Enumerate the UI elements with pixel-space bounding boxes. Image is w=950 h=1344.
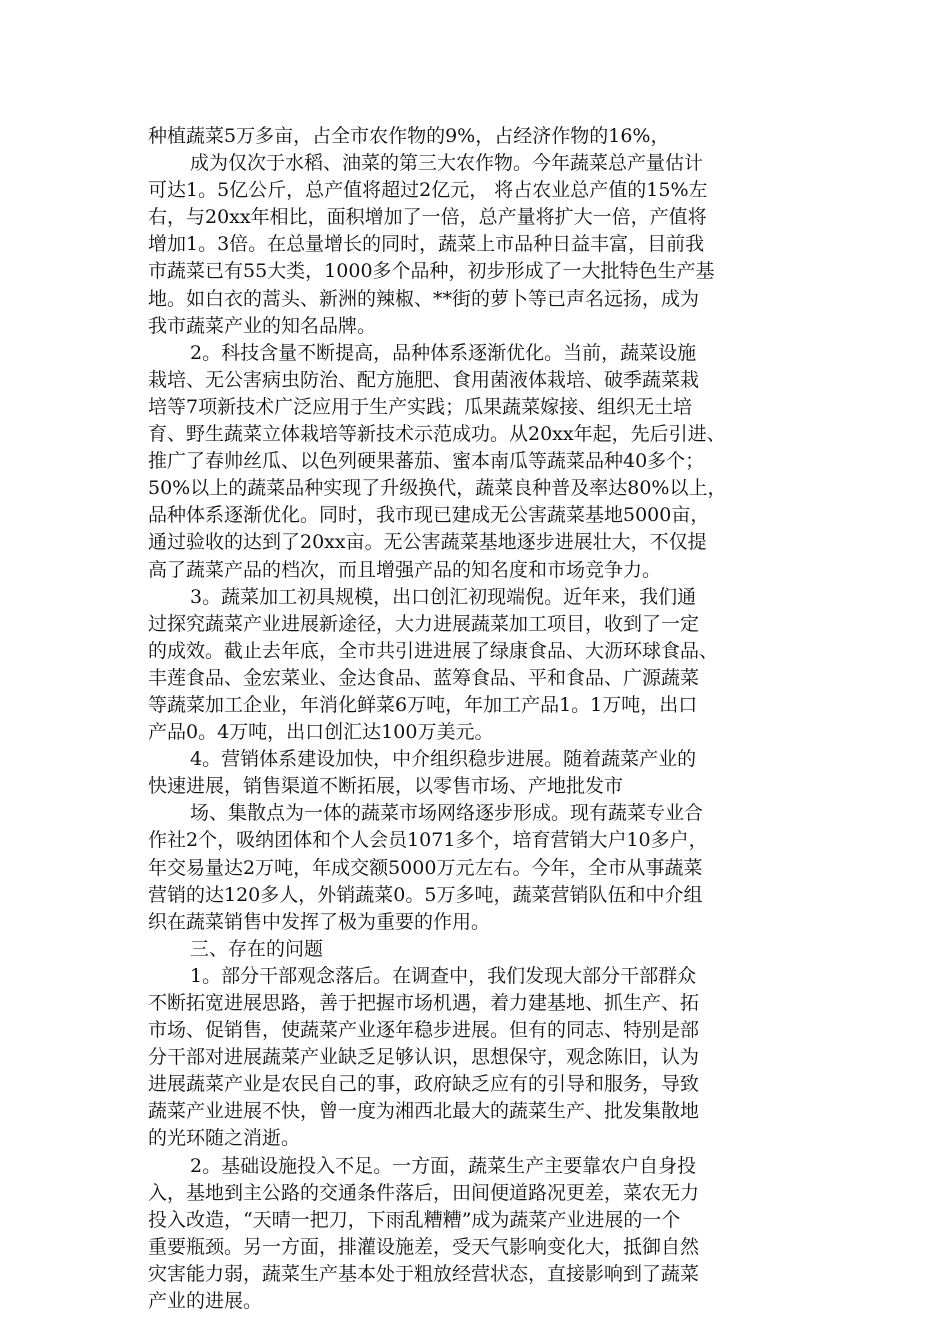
text-line: 地。如白衣的蒿头、新洲的辣椒、**街的萝卜等已声名远扬，成为 [148,287,700,310]
text-line: 入，基地到主公路的交通条件落后，田间便道路况更差，菜农无力 [148,1181,700,1204]
text-line: 3。蔬菜加工初具规模，出口创汇初现端倪。近年来，我们通 [190,585,697,608]
text-line: 进展蔬菜产业是农民自己的事，政府缺乏应有的引导和服务，导致 [148,1073,700,1096]
text-line: 高了蔬菜产品的档次，而且增强产品的知名度和市场竞争力。 [148,558,662,581]
text-line: 2。科技含量不断提高，品种体系逐渐优化。当前，蔬菜设施 [190,341,697,364]
text-line: 的成效。截止去年底，全市共引进进展了绿康食品、大沥环球食品、 [148,639,719,662]
text-line: 育、野生蔬菜立体栽培等新技术示范成功。从20xx年起，先后引进、 [148,423,726,446]
text-line: 产品0。4万吨，出口创汇达100万美元。 [148,721,494,744]
text-line: 等蔬菜加工企业，年消化鲜菜6万吨，年加工产品1。1万吨，出口 [148,693,698,716]
text-line: 过探究蔬菜产业进展新途径，大力进展蔬菜加工项目，收到了一定 [148,612,700,635]
text-line: 推广了春帅丝瓜、以色列硬果蕃茄、蜜本南瓜等蔬菜品种40多个； [148,450,705,473]
text-line: 品种体系逐渐优化。同时，我市现已建成无公害蔬菜基地5000亩， [148,504,710,527]
text-line: 营销的达120多人，外销蔬菜0。5万多吨，蔬菜营销队伍和中介组 [148,883,703,906]
text-line: 培等7项新技术广泛应用于生产实践；瓜果蔬菜嫁接、组织无土培 [148,395,693,418]
text-line: 右，与20xx年相比，面积增加了一倍，总产量将扩大一倍，产值将 [148,206,707,229]
text-line: 重要瓶颈。另一方面，排灌设施差，受天气影响变化大，抵御自然 [148,1235,700,1258]
text-line: 快速进展，销售渠道不断拓展，以零售市场、产地批发市 [148,775,624,798]
text-line: 场、集散点为一体的蔬菜市场网络逐步形成。现有蔬菜专业合 [190,802,704,825]
text-line: 栽培、无公害病虫防治、配方施肥、食用菌液体栽培、破季蔬菜栽 [148,368,700,391]
text-line: 的光环随之消逝。 [148,1127,301,1150]
text-line: 1。部分干部观念落后。在调查中，我们发现大部分干部群众 [190,964,697,987]
text-line: 投入改造，“天晴一把刀，下雨乱糟糟”成为蔬菜产业进展的一个 [148,1208,681,1231]
text-line: 作社2个，吸纳团体和个人会员1071多个，培育营销大户10多户， [148,829,708,852]
text-line: 50%以上的蔬菜品种实现了升级换代，蔬菜良种普及率达80%以上， [148,477,727,500]
text-line: 织在蔬菜销售中发挥了极为重要的作用。 [148,910,491,933]
text-line: 成为仅次于水稻、油菜的第三大农作物。今年蔬菜总产量估计 [190,152,704,175]
text-line: 蔬菜产业进展不快，曾一度为湘西北最大的蔬菜生产、批发集散地 [148,1100,700,1123]
text-line: 灾害能力弱，蔬菜生产基本处于粗放经营状态，直接影响到了蔬菜 [148,1262,700,1285]
text-line: 产业的进展。 [148,1290,263,1313]
text-line: 可达1。5亿公斤，总产值将超过2亿元， 将占农业总产值的15%左 [148,179,708,202]
text-line: 我市蔬菜产业的知名品牌。 [148,314,377,337]
document-body [148,123,808,1315]
text-line: 丰莲食品、金宏菜业、金达食品、蓝筹食品、平和食品、广源蔬菜 [148,666,700,689]
text-line: 分干部对进展蔬菜产业缺乏足够认识，思想保守，观念陈旧，认为 [148,1046,700,1069]
text-line: 市蔬菜已有55大类，1000多个品种，初步形成了一大批特色生产基 [148,260,715,283]
text-line: 年交易量达2万吨，年成交额5000万元左右。今年，全市从事蔬菜 [148,856,703,879]
text-line: 2。基础设施投入不足。一方面，蔬菜生产主要靠农户自身投 [190,1154,697,1177]
text-line: 通过验收的达到了20xx亩。无公害蔬菜基地逐步进展壮大，不仅提 [148,531,707,554]
text-line: 种植蔬菜5万多亩，占全市农作物的9%，占经济作物的16%， [148,125,670,147]
text-line: 市场、促销售，使蔬菜产业逐年稳步进展。但有的同志、特别是部 [148,1019,700,1042]
text-line: 三、存在的问题 [190,937,324,960]
text-line: 不断拓宽进展思路，善于把握市场机遇，着力建基地、抓生产、拓 [148,992,700,1014]
text-line: 增加1。3倍。在总量增长的同时，蔬菜上市品种日益丰富，目前我 [148,233,705,256]
text-line: 4。营销体系建设加快，中介组织稳步进展。随着蔬菜产业的 [190,748,697,771]
